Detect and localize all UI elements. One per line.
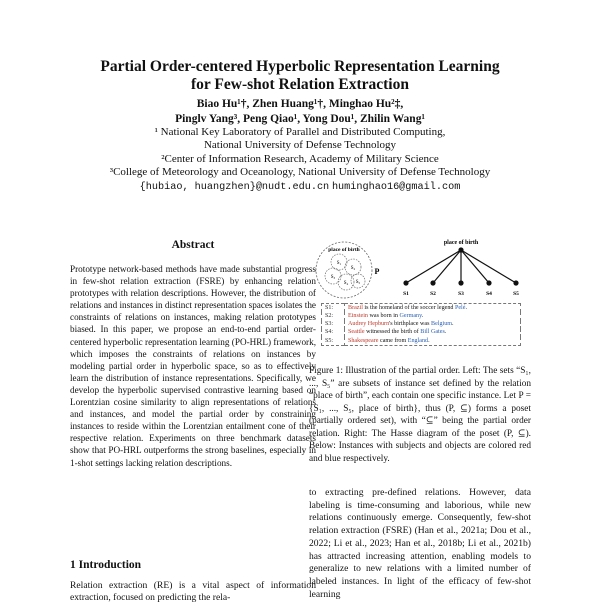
instance-label: S2:: [322, 312, 345, 320]
instance-row: [322, 304, 521, 313]
affiliation-1b: National University of Defense Technology: [203, 139, 397, 152]
set-label-2: S₂: [350, 266, 356, 271]
hasse-node-4: [486, 280, 491, 285]
instance-object: Bill Gates: [420, 329, 445, 336]
affiliation-2: ²Center of Information Research, Academy of Military Science: [161, 152, 439, 165]
title-line-2: for Few-shot Relation Extraction: [191, 76, 409, 93]
figure-hasse-diagram: [392, 236, 530, 298]
authors-line-1: Biao Hu¹†, Zhen Huang¹†, Minghao Hu²‡,: [196, 98, 404, 110]
set-label-5: S₅: [355, 280, 361, 285]
instance-end: .: [428, 337, 430, 344]
abstract-heading: Abstract: [171, 239, 215, 251]
hasse-edge-4: [461, 250, 489, 283]
email-group-1: {hubiao, huangzhen}@nudt.edu.cn: [139, 181, 330, 193]
affiliations: [0, 126, 600, 194]
right-column-text: to extracting pre-defined relations. However, data labeling is time-consuming and laborious, while new relations continuously emerge. Consequently, few-shot relation extraction (FSRE) (Han et al., 2021a; Dou et al., 2022; Li et al., 2023; Han et al., 2018b; Li et al., 2021b) has attracted increasing attention, enabling models to generalize to new relations with a limited number of labeled instances. In light of the efficacy of few-shot learning: [309, 487, 531, 600]
instance-sentence: [345, 329, 521, 337]
hasse-root-label: place of birth: [443, 240, 479, 246]
hasse-node-label-5: S5: [513, 291, 519, 297]
hasse-node-2: [430, 280, 435, 285]
instance-end: .: [465, 304, 467, 311]
figure-caption: Figure 1: Illustration of the partial order. Left: The sets “S₁, ..., S₅” are subsets of instance set defined by the relation “place of birth”, each contain one specific instance. Let P = {S₁, ..., S₅, place of birth}, thus (P, ⊆) forms a poset (partially ordered set), with “⊆” being the partial order relation. Right: The Hasse diagram of the poset (P, ⊆). Below: Instances with subjects and objects are colored red and blue respectively.: [309, 366, 531, 464]
instance-subject: Audrey Hepburn: [348, 321, 390, 328]
title-line-1: Partial Order-centered Hyperbolic Representation Learning: [100, 58, 500, 75]
hasse-edge-5: [461, 250, 516, 283]
set-label-1: S₁: [336, 261, 342, 266]
paper-title: [0, 58, 600, 94]
emails: [0, 180, 600, 194]
instance-end: .: [421, 312, 424, 319]
instance-end: .: [444, 329, 447, 336]
hasse-node-label-3: S3: [458, 291, 464, 297]
nested-root-label: place of birth: [328, 247, 360, 253]
instance-label: S4:: [322, 329, 345, 337]
abstract-body: [70, 263, 316, 469]
instance-examples-table: [321, 303, 521, 346]
instance-sentence: [345, 304, 521, 313]
instance-middle: came from: [378, 337, 408, 344]
instance-middle: witnessed the birth of: [364, 329, 421, 336]
instance-subject: Shakespeare: [348, 337, 379, 344]
instance-row: [322, 329, 521, 337]
instance-label: S1:: [322, 304, 345, 313]
email-2: huminghao16@gmail.com: [331, 181, 461, 193]
set-label-3: S₃: [330, 275, 336, 280]
introduction-text: Relation extraction (RE) is a vital aspect of information extraction, focused on predicting the rela-: [70, 580, 316, 604]
instance-end: .: [452, 321, 454, 328]
affiliation-1a: ¹ National Key Laboratory of Parallel and Distributed Computing,: [154, 126, 446, 138]
section-heading-introduction: 1 Introduction: [70, 559, 142, 571]
hasse-node-label-4: S4: [486, 291, 492, 297]
instance-object: Belgium: [431, 321, 453, 328]
authors-line-2: Pinglv Yang³, Peng Qiao¹, Yong Dou¹, Zhilin Wang¹: [175, 112, 425, 125]
instance-middle: was born in: [367, 312, 400, 319]
affiliation-3: ³College of Meteorology and Oceanology, National University of Defense Technology: [109, 166, 491, 179]
hasse-edge-1: [406, 250, 461, 283]
instance-label: S5:: [322, 337, 345, 346]
hasse-node-5: [513, 280, 518, 285]
instance-middle: 's birthplace was: [389, 321, 432, 328]
instance-subject: Seattle: [348, 329, 365, 336]
instance-sentence: [345, 321, 521, 329]
instance-sentence: [345, 312, 521, 320]
instance-label: S3:: [322, 321, 345, 329]
poset-label: P: [374, 267, 380, 276]
instance-middle: is the homeland of the soccer legend: [362, 304, 455, 311]
hasse-node-3: [458, 280, 463, 285]
author-list: [0, 97, 600, 126]
instance-row: [322, 337, 521, 346]
instance-object: Germany: [399, 312, 422, 319]
instance-subject: Einstein: [348, 312, 368, 319]
set-label-4: S₄: [343, 281, 349, 286]
hasse-node-label-2: S2: [430, 291, 436, 297]
instance-object: England: [407, 337, 429, 344]
instance-object: Pelé: [454, 304, 466, 311]
instance-sentence: [345, 337, 521, 346]
instance-row: [322, 312, 521, 320]
hasse-edge-2: [433, 250, 461, 283]
instance-subject: Brazil: [348, 304, 363, 311]
hasse-node-label-1: S1: [403, 291, 409, 297]
hasse-node-1: [403, 280, 408, 285]
figure-nested-sets: [313, 236, 383, 304]
abstract-text: Prototype network-based methods have made substantial progress in few-shot relation extraction (FSRE) by enhancing relation prototypes with relation descriptions. However, the distribution of relations and instances in distinct representation spaces isolates the constraints of relations on instances, making relation prototypes biased. In this paper, we propose an end-to-end partial order-centered hyperbolic representation learning (PO-HRL) framework, which imposes the constraints of relations on instances by modeling partial order in hyperbolic space, so as to effectively learn the distribution of instance representations. Specifically, we develop the hyperbolic supervised contrastive learning based on Lorentzian cosine similarity to align representations of relations and instances, and model the partial order by constraining instances to reside within the Lorentzian entailment cone of their respective relation. Experiments on three benchmark datasets show that PO-HRL outperforms the strong baselines, especially in 1-shot settings lacking relation descriptions.: [70, 264, 316, 468]
instance-row: [322, 321, 521, 329]
